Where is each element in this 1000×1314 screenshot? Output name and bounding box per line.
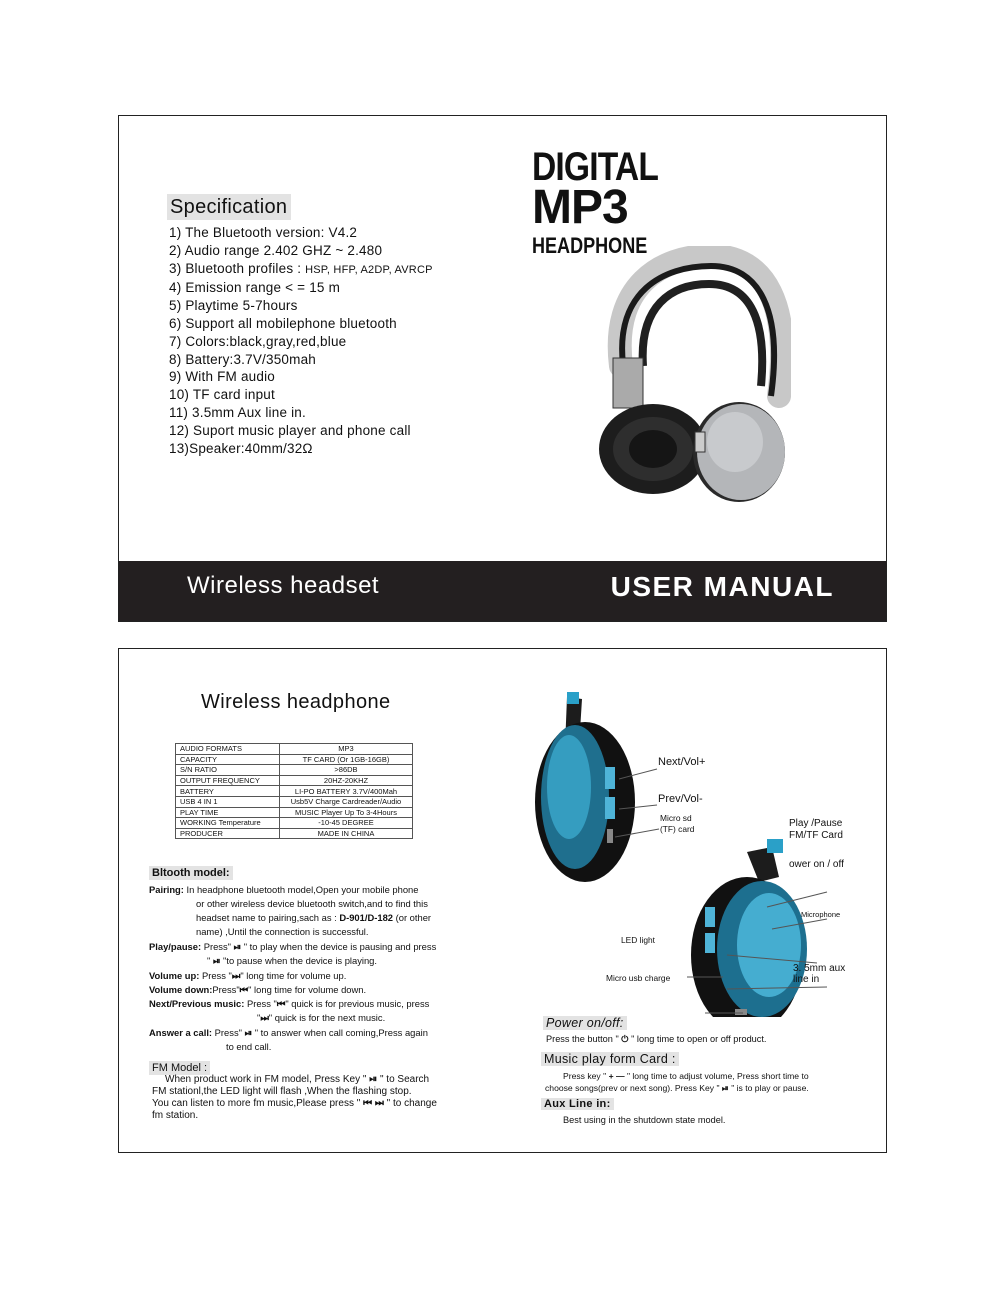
- fm-line-3: [152, 1098, 437, 1110]
- answer-line-1: [149, 1026, 428, 1040]
- play-line-1: [149, 940, 436, 954]
- next-prev-text-1a: Press ": [244, 998, 277, 1009]
- callout-aux-1: 3. 5mm aux: [793, 963, 846, 974]
- spec-item-text: 9) With FM audio: [169, 369, 275, 385]
- pairing-line-3: [196, 911, 431, 925]
- manual-title: Wireless headphone: [201, 691, 391, 713]
- table-cell-value: >86DB: [280, 765, 413, 776]
- table-cell-key: BATTERY: [176, 786, 280, 797]
- table-row: [176, 744, 413, 755]
- pairing-line-1: [149, 883, 418, 897]
- play-text-1a: Press": [201, 941, 234, 952]
- callout-prev-vol: Prev/Vol-: [658, 793, 703, 805]
- spec-table: [175, 743, 413, 839]
- callout-microphone: Microphone: [801, 910, 841, 919]
- table-cell-key: USB 4 IN 1: [176, 796, 280, 807]
- answer-label: Answer a call:: [149, 1027, 213, 1038]
- next-track-icon: ⏭: [231, 970, 241, 981]
- answer-text-1a: Press": [212, 1027, 245, 1038]
- music-text-1b: " long time to adjust volume, Press short time to: [624, 1071, 809, 1081]
- fm-text-2: FM stationl,the LED light will flash ,When the flashing stop.: [152, 1086, 412, 1097]
- title-headphone: HEADPHONE: [532, 233, 648, 258]
- spec-item-text: 11) 3.5mm Aux line in.: [169, 404, 306, 420]
- music-line-2: [545, 1082, 809, 1094]
- table-cell-value: MP3: [280, 744, 413, 755]
- table-row: [176, 765, 413, 776]
- callout-play-pause-1: Play /Pause: [789, 818, 843, 829]
- callout-micro-sd-2: (TF) card: [660, 824, 695, 834]
- play-pause-icon: ⏯: [721, 1083, 729, 1093]
- answer-text-2: to end call.: [226, 1041, 272, 1052]
- callout-usb: Micro usb charge: [606, 973, 671, 983]
- callout-led-light: LED light: [621, 935, 655, 945]
- prev-track-icon: ⏮: [276, 998, 286, 1009]
- table-cell-value: Usb5V Charge Cardreader/Audio: [280, 796, 413, 807]
- spec-list: [169, 224, 433, 457]
- table-cell-key: CAPACITY: [176, 754, 280, 765]
- spec-item-text: 3) Bluetooth profiles :: [169, 260, 306, 276]
- prev-track-icon: ⏮: [239, 984, 249, 995]
- spec-item-text: 10) TF card input: [169, 387, 275, 403]
- table-row: [176, 786, 413, 797]
- music-line-1: [563, 1070, 809, 1082]
- spec-item: [169, 351, 433, 369]
- music-text-2b: " is to play or pause.: [728, 1083, 809, 1093]
- spec-item: [169, 242, 433, 260]
- cover-panel: [118, 115, 887, 622]
- volume-up-text-b: " long time for volume up.: [240, 970, 347, 981]
- play-text-2b: "to pause when the device is playing.: [220, 955, 378, 966]
- headphone-image: [591, 246, 791, 506]
- table-row: [176, 828, 413, 839]
- play-pause-icon: ⏯: [212, 955, 221, 966]
- spec-item: [169, 260, 433, 280]
- play-pause-icon: ⏯: [369, 1074, 378, 1085]
- play-label: Play/pause:: [149, 941, 202, 952]
- table-cell-key: S/N RATIO: [176, 765, 280, 776]
- cover-banner: [119, 561, 886, 621]
- volume-up-label: Volume up:: [149, 970, 200, 981]
- aux-line-title: Aux Line in:: [541, 1098, 614, 1110]
- fm-text-3a: You can listen to more fm music,Please press ": [152, 1098, 364, 1109]
- table-cell-value: 20HZ-20KHZ: [280, 775, 413, 786]
- volume-up-line: [149, 969, 346, 983]
- fm-text-4: fm station.: [152, 1110, 199, 1121]
- callout-next-vol: Next/Vol+: [658, 756, 706, 768]
- callout-play-pause: [789, 818, 843, 842]
- spec-item-text: 13)Speaker:40mm/32Ω: [169, 440, 313, 456]
- play-text-1b: " to play when the device is pausing and press: [241, 941, 437, 952]
- spec-item: [169, 333, 433, 351]
- next-prev-text-1b: " quick is for previous music, press: [285, 998, 430, 1009]
- play-line-2: [207, 954, 377, 968]
- spec-item: [169, 279, 433, 297]
- fm-line-1: [152, 1074, 437, 1086]
- spec-item-text: 12) Suport music player and phone call: [169, 422, 411, 438]
- spec-item-text: 8) Battery:3.7V/350mah: [169, 351, 316, 367]
- power-title: Power on/off:: [543, 1016, 627, 1030]
- bluetooth-model-title: Bltooth model:: [149, 866, 233, 880]
- spec-title: Specification: [167, 194, 291, 220]
- pairing-text-3c: (or other: [393, 912, 432, 923]
- fm-text-1a: When product work in FM model, Press Key ": [165, 1074, 370, 1085]
- table-cell-value: -10-45 DEGREE: [280, 818, 413, 829]
- next-prev-text-2b: " quick is for the next music.: [268, 1012, 386, 1023]
- fm-model-text: [152, 1074, 437, 1122]
- title-mp3: MP3: [532, 181, 628, 234]
- plus-minus-icon: + —: [608, 1071, 625, 1081]
- volume-up-text-a: Press ": [199, 970, 232, 981]
- pairing-label: Pairing:: [149, 884, 184, 895]
- spec-item: [169, 224, 433, 242]
- table-row: [176, 818, 413, 829]
- table-cell-key: WORKING Temperature: [176, 818, 280, 829]
- table-row: [176, 754, 413, 765]
- table-cell-value: TF CARD (Or 1GB-16GB): [280, 754, 413, 765]
- next-prev-line-1: [149, 997, 429, 1011]
- table-cell-value: LI-PO BATTERY 3.7V/400Mah: [280, 786, 413, 797]
- music-text-1a: Press key ": [563, 1071, 609, 1081]
- spec-item-text: 4) Emission range < = 15 m: [169, 280, 341, 296]
- callout-power: ower on / off: [789, 859, 844, 870]
- spec-item: [169, 422, 433, 440]
- fm-model-title: FM Model :: [149, 1061, 210, 1075]
- spec-item: [169, 315, 433, 333]
- power-text-a: Press the button ": [546, 1034, 622, 1044]
- callout-aux: [793, 963, 845, 985]
- table-row: [176, 807, 413, 818]
- prev-next-icons: ⏮ ⏭: [363, 1098, 384, 1109]
- pairing-text-3a: headset name to pairing,sach as :: [196, 912, 340, 923]
- callout-micro-sd-1: Micro sd: [660, 813, 692, 823]
- power-text-b: " long time to open or off product.: [628, 1034, 767, 1044]
- music-text-2a: choose songs(prev or next song). Press Key ": [545, 1083, 722, 1093]
- table-row: [176, 796, 413, 807]
- table-cell-key: AUDIO FORMATS: [176, 744, 280, 755]
- fm-text-1b: " to Search: [377, 1074, 430, 1085]
- pairing-text-1: In headphone bluetooth model,Open your mobile phone: [186, 884, 419, 895]
- table-row: [176, 775, 413, 786]
- pairing-text-4: name) ,Until the connection is successful.: [196, 926, 369, 937]
- manual-panel: [118, 648, 887, 1153]
- next-prev-label: Next/Previous music:: [149, 998, 245, 1009]
- banner-user-manual: USER MANUAL: [610, 571, 834, 602]
- volume-down-text-b: " long time for volume down.: [248, 984, 367, 995]
- table-cell-value: MUSIC Player Up To 3-4Hours: [280, 807, 413, 818]
- spec-item-text: 7) Colors:black,gray,red,blue: [169, 333, 347, 349]
- spec-item: [169, 386, 433, 404]
- play-pause-icon: ⏯: [244, 1027, 253, 1038]
- callout-micro-sd: [660, 813, 694, 835]
- volume-down-text-a: Press": [212, 984, 240, 995]
- title-digital: DIGITAL: [532, 145, 659, 189]
- spec-item-text: 2) Audio range 2.402 GHZ ~ 2.480: [169, 242, 383, 258]
- banner-wireless-headset: Wireless headset: [187, 572, 380, 599]
- next-track-icon: ⏭: [260, 1012, 269, 1023]
- aux-line-text: Best using in the shutdown state model.: [563, 1115, 726, 1125]
- callout-play-pause-2: FM/TF Card: [789, 830, 843, 841]
- music-card-title: Music play form Card :: [541, 1052, 679, 1066]
- pairing-model-names: D-901/D-182: [339, 912, 394, 923]
- play-text-2a: ": [207, 955, 213, 966]
- volume-down-label: Volume down:: [149, 984, 213, 995]
- next-prev-line-2: [257, 1011, 385, 1025]
- table-cell-key: OUTPUT FREQUENCY: [176, 775, 280, 786]
- spec-item-text: 6) Support all mobilephone bluetooth: [169, 315, 397, 331]
- spec-item: [169, 368, 433, 386]
- next-prev-text-2a: ": [257, 1012, 261, 1023]
- callout-aux-2: line in: [793, 974, 820, 985]
- spec-item: [169, 440, 433, 458]
- spec-item-text: 1) The Bluetooth version: V4.2: [169, 225, 358, 240]
- spec-item-detail: HSP, HFP, A2DP, AVRCP: [305, 263, 433, 276]
- pairing-text-2: or other wireless device bluetooth switch,and to find this: [196, 898, 428, 909]
- spec-item-text: 5) Playtime 5-7hours: [169, 298, 298, 314]
- table-cell-value: MADE IN CHINA: [280, 828, 413, 839]
- power-line: [546, 1033, 767, 1045]
- spec-item: [169, 404, 433, 422]
- fm-text-3b: " to change: [383, 1098, 437, 1109]
- spec-item: [169, 297, 433, 315]
- volume-down-line: [149, 983, 366, 997]
- answer-text-1b: " to answer when call coming,Press again: [252, 1027, 428, 1038]
- power-icon: ⏻: [621, 1034, 629, 1044]
- table-cell-key: PRODUCER: [176, 828, 280, 839]
- table-cell-key: PLAY TIME: [176, 807, 280, 818]
- play-pause-icon: ⏯: [233, 941, 242, 952]
